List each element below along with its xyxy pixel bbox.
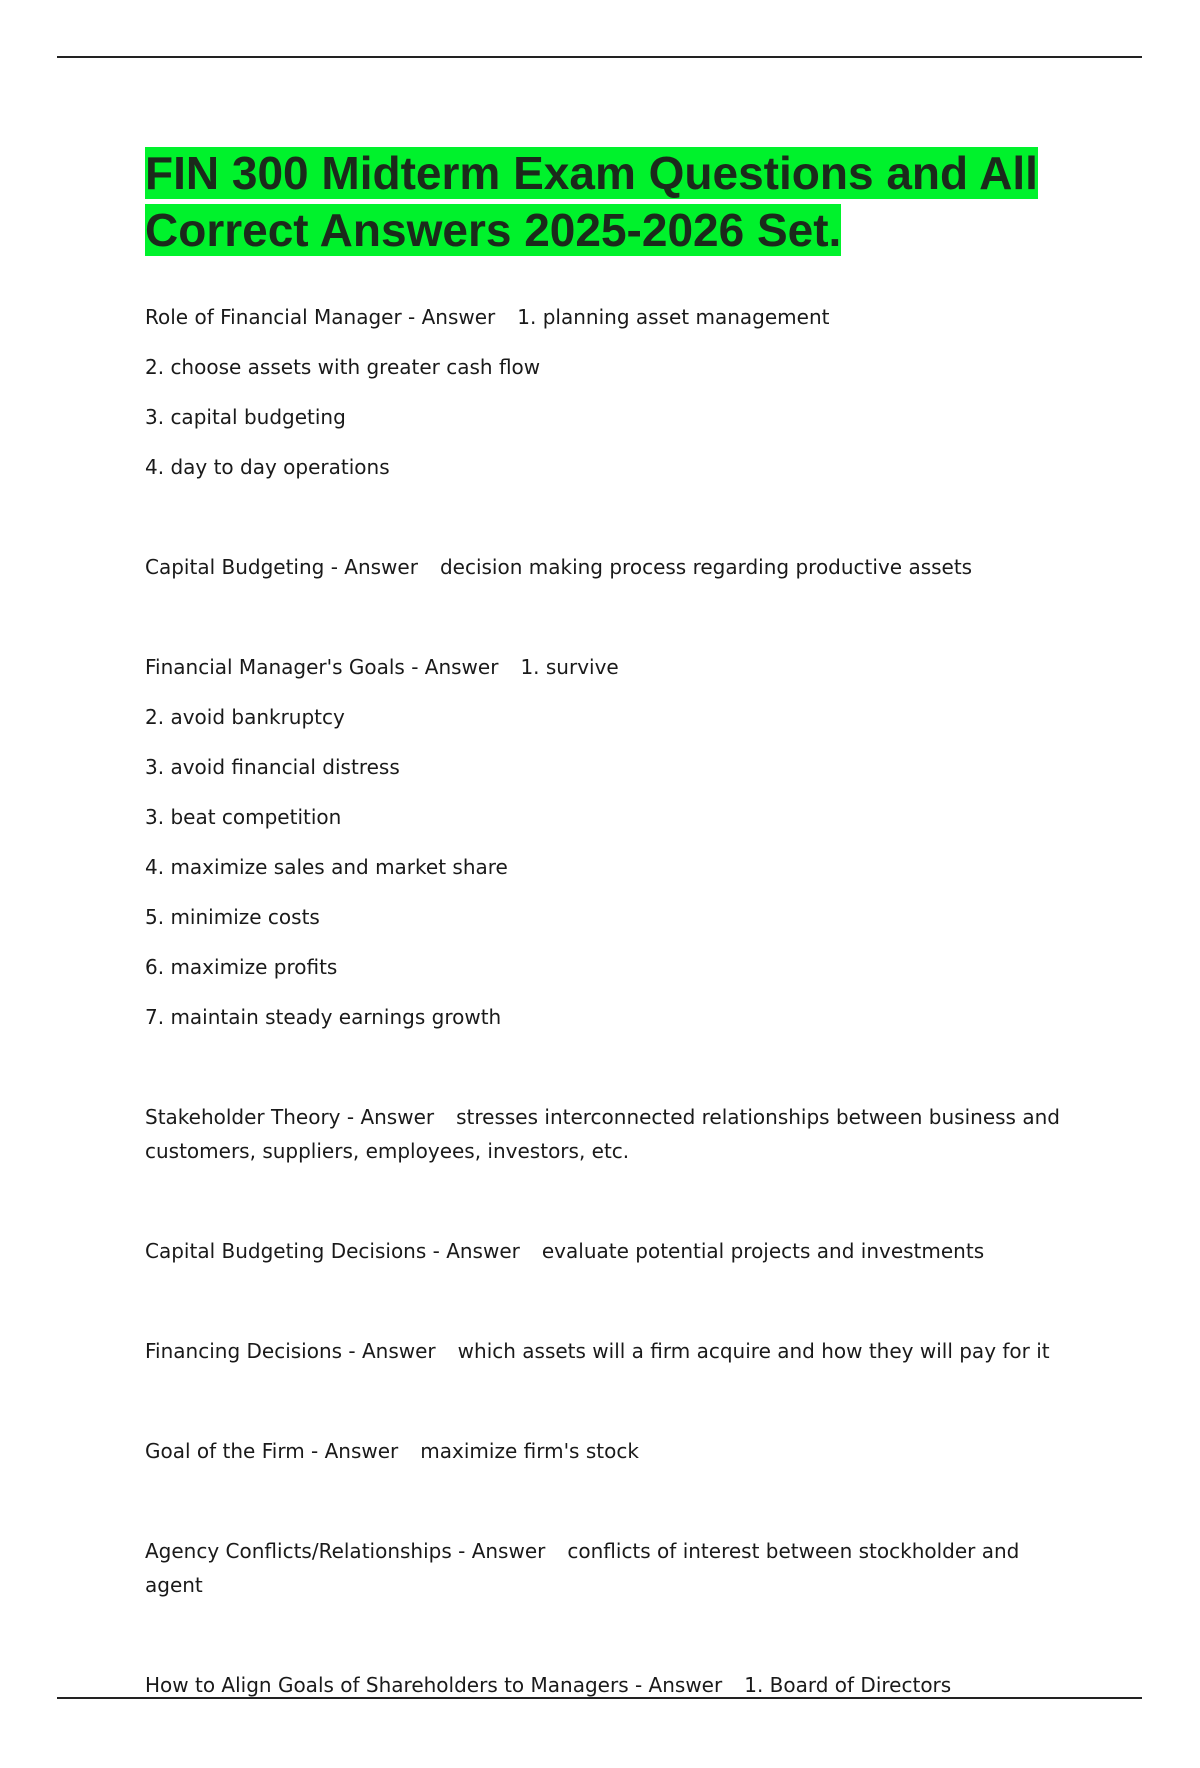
answer-text: 1. planning asset management — [517, 305, 830, 329]
answer-text: which assets will a firm acquire and how they will pay for it — [457, 1339, 1050, 1363]
question-term: Stakeholder Theory - Answer — [145, 1105, 435, 1129]
answer-text: evaluate potential projects and investments — [541, 1239, 985, 1263]
qa-line — [145, 1434, 1075, 1468]
answer-line: 2. choose assets with greater cash flow — [145, 355, 541, 379]
answer-line: 3. beat competition — [145, 805, 342, 829]
document-title — [145, 145, 1045, 259]
answer-text: stresses interconnected relationships between business and customers, suppliers, employees, investors, etc. — [145, 1105, 1060, 1163]
answer-text: 1. Board of Directors — [744, 1673, 952, 1697]
qa-item — [145, 650, 1075, 1034]
qa-list — [145, 300, 1075, 1768]
title-highlight: FIN 300 Midterm Exam Questions and All Correct Answers 2025-2026 Set. — [145, 147, 1038, 256]
answer-line: 2. avoid bankruptcy — [145, 705, 345, 729]
answer-line: 6. maximize profits — [145, 955, 338, 979]
qa-line — [145, 650, 1075, 684]
answer-line: 4. day to day operations — [145, 455, 390, 479]
qa-item — [145, 300, 1075, 484]
answer-text: conflicts of interest between stockholder and agent — [145, 1539, 1020, 1597]
qa-item — [145, 550, 1075, 584]
question-term: Financing Decisions - Answer — [145, 1339, 436, 1363]
answer-line: 3. avoid financial distress — [145, 755, 400, 779]
answer-text: decision making process regarding productive assets — [439, 555, 973, 579]
answer-text: 1. survive — [520, 655, 619, 679]
qa-line — [145, 550, 1075, 584]
answer-line: 5. minimize costs — [145, 905, 320, 929]
answer-line: 4. maximize sales and market share — [145, 855, 508, 879]
qa-item — [145, 1434, 1075, 1468]
qa-item — [145, 1100, 1075, 1168]
question-term: Role of Financial Manager - Answer — [145, 305, 496, 329]
qa-line — [145, 1534, 1075, 1602]
qa-line — [145, 1234, 1075, 1268]
qa-line — [145, 300, 1075, 334]
answer-line: 3. capital budgeting — [145, 405, 346, 429]
bottom-rule — [57, 1697, 1142, 1699]
question-term: Capital Budgeting - Answer — [145, 555, 418, 579]
qa-item — [145, 1234, 1075, 1268]
qa-item — [145, 1334, 1075, 1368]
question-term: Financial Manager's Goals - Answer — [145, 655, 499, 679]
qa-line — [145, 1334, 1075, 1368]
answer-text: maximize firm's stock — [420, 1439, 639, 1463]
qa-line — [145, 1100, 1075, 1168]
question-term: Goal of the Firm - Answer — [145, 1439, 399, 1463]
question-term: Agency Conflicts/Relationships - Answer — [145, 1539, 546, 1563]
top-rule — [57, 56, 1142, 58]
question-term: How to Align Goals of Shareholders to Managers - Answer — [145, 1673, 723, 1697]
answer-line: 7. maintain steady earnings growth — [145, 1005, 502, 1029]
qa-item — [145, 1534, 1075, 1602]
question-term: Capital Budgeting Decisions - Answer — [145, 1239, 520, 1263]
